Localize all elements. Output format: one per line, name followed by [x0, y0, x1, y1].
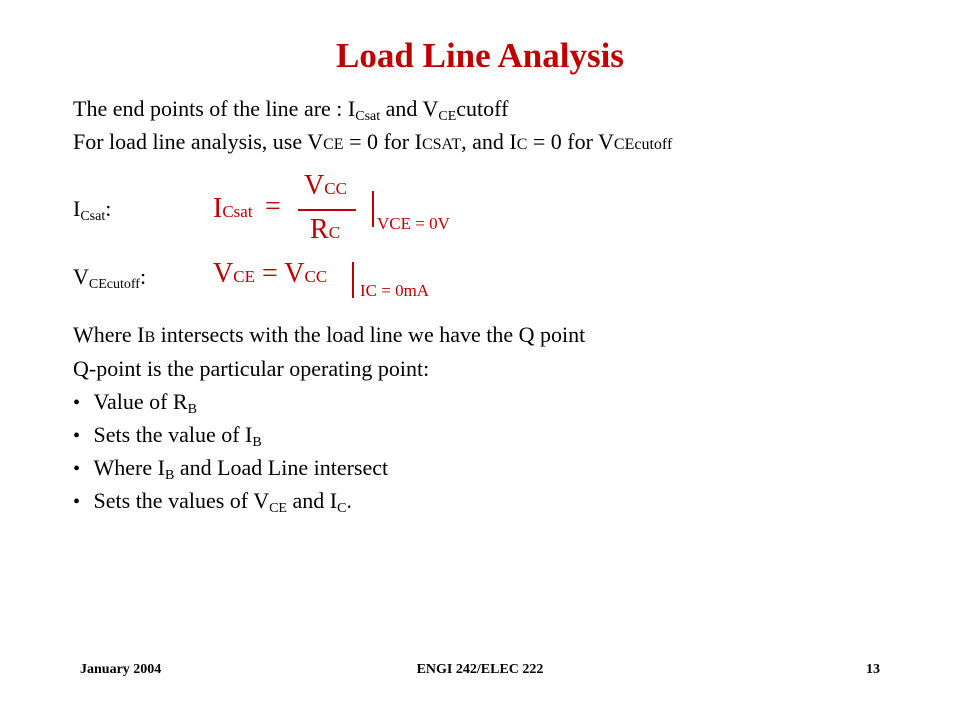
- bullet-icon: •: [73, 392, 81, 414]
- bullet-text-after: and I: [286, 488, 338, 513]
- analysis-sub-ce: CE: [323, 136, 344, 153]
- vcecutoff-label: [73, 264, 146, 293]
- bullet-icon: •: [73, 491, 81, 513]
- q-intersect-text-a: Where I: [73, 322, 145, 347]
- list-item: [73, 455, 388, 484]
- q-intersect-line: [73, 322, 585, 348]
- icsat-label-colon: :: [105, 196, 112, 221]
- q-intersect-sub-b: B: [144, 329, 156, 346]
- bullet-sub: B: [164, 468, 175, 483]
- analysis-text-a: For load line analysis, use V: [73, 129, 324, 154]
- eq2-lhs-main: V: [213, 258, 234, 289]
- eq2-condition: IC = 0mA: [360, 281, 430, 300]
- bullet-sub: CE: [269, 501, 287, 516]
- eq1-fraction-bar: [298, 209, 356, 211]
- icsat-label-main: I: [73, 196, 81, 221]
- eq2-rhs-sub: CC: [304, 267, 328, 286]
- eq1-eval-bar: [372, 191, 374, 227]
- icsat-label: [73, 196, 111, 225]
- footer-course: ENGI 242/ELEC 222: [416, 662, 544, 677]
- bullet-icon: •: [73, 458, 81, 480]
- vcecutoff-label-main: V: [73, 264, 89, 289]
- analysis-text-d: = 0 for V: [527, 129, 614, 154]
- analysis-sub-cecutoff: CEcutoff: [613, 136, 673, 153]
- endpoints-sub-ce: CE: [438, 109, 457, 124]
- bullet-sub: B: [187, 402, 197, 417]
- bullet-text-after: and Load Line intersect: [174, 455, 389, 480]
- list-item: [73, 422, 262, 451]
- eq2-equals: =: [261, 258, 278, 289]
- endpoints-line: [73, 96, 508, 125]
- eq1-numerator: [304, 170, 347, 202]
- q-intersect-text-b: intersects with the load line we have the Q point: [155, 322, 586, 347]
- bullet-text: Sets the value of I: [93, 422, 253, 447]
- analysis-text-c: , and I: [461, 129, 517, 154]
- analysis-sub-csat: CSAT: [421, 136, 462, 153]
- eq1-lhs: [213, 193, 253, 225]
- eq1-den-sub: C: [328, 223, 341, 242]
- eq2-rhs-main: V: [284, 258, 305, 289]
- endpoints-sub-csat: Csat: [355, 109, 381, 124]
- eq1-lhs-sub: Csat: [222, 202, 253, 221]
- endpoints-text-b: and V: [380, 96, 439, 121]
- eq1-num-sub: CC: [324, 179, 347, 198]
- analysis-line: [73, 129, 672, 155]
- eq2-eval-bar: [352, 262, 354, 298]
- eq1-lhs-main: I: [213, 193, 223, 224]
- bullet-sub-2: C: [337, 501, 347, 516]
- bullet-text: Value of R: [93, 389, 188, 414]
- q-point-line: Q-point is the particular operating point:: [73, 356, 430, 381]
- footer-date: January 2004: [80, 662, 162, 677]
- endpoints-text-a: The end points of the line are : I: [73, 96, 356, 121]
- eq1-num-main: V: [304, 170, 325, 201]
- eq1-denominator: [310, 214, 340, 246]
- eq1-condition: VCE = 0V: [377, 214, 450, 233]
- vcecutoff-label-sub: CEcutoff: [88, 277, 140, 292]
- vcecutoff-label-colon: :: [139, 264, 147, 289]
- eq1-equals: =: [265, 191, 281, 222]
- slide-title: Load Line Analysis: [336, 36, 624, 75]
- endpoints-text-c: cutoff: [456, 96, 509, 121]
- list-item: [73, 389, 197, 418]
- footer-page-number: 13: [866, 662, 880, 677]
- analysis-sub-c: C: [516, 136, 528, 153]
- bullet-sub: B: [252, 435, 262, 450]
- bullet-text: Sets the values of V: [93, 488, 270, 513]
- eq2-lhs-sub: CE: [233, 267, 255, 286]
- list-item: [73, 488, 352, 517]
- eq1-den-main: R: [310, 214, 329, 245]
- analysis-text-b: = 0 for I: [343, 129, 422, 154]
- bullet-icon: •: [73, 425, 81, 447]
- bullet-text: Where I: [93, 455, 165, 480]
- icsat-label-sub: Csat: [80, 209, 106, 224]
- eq2: [213, 258, 327, 290]
- bullet-text-after-2: .: [346, 488, 352, 513]
